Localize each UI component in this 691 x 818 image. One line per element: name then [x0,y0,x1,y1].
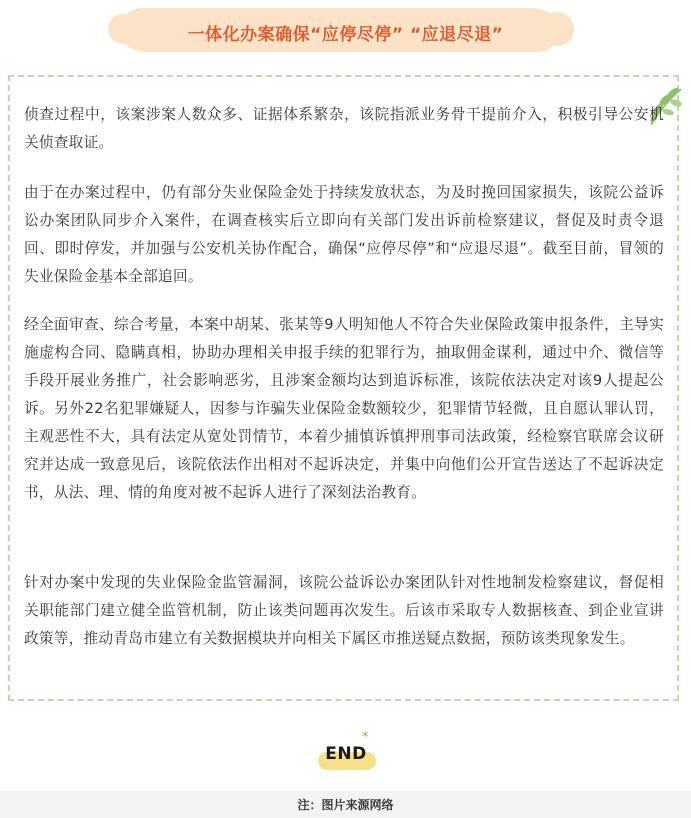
note-text: 注：图片来源网络 [297,798,394,812]
end-badge [296,730,396,778]
paragraph: 经全面审查、综合考量，本案中胡某、张某等9人明知他人不符合失业保险政策申报条件，主导实施虚构合同、隐瞒真相，协助办理相关申报手续的犯罪行为，抽取佣金谋利，通过中介、微信等手段开展业务推广，社会影响恶劣，且涉案金额均达到追诉标准，该院依法决定对该9人提起公诉。另外22名犯罪嫌疑人，因参与诈骗失业保险金数额较少，犯罪情节轻微，且自愿认罪认罚，主观恶性不大，具有法定从宽处罚情节，本着少捕慎诉慎押刑事司法政策，经检察官联席会议研究并达成一致意见后，该院依法作出相对不起诉决定，并集中向他们公开宣告送达了不起诉决定书，从法、理、情的角度对被不起诉人进行了深刻法治教育。 [24,316,664,501]
end-label: END [325,744,367,764]
section-title: 一体化办案确保“应停尽停” “应退尽退” [187,25,504,45]
paragraph: 侦查过程中，该案涉案人数众多、证据体系繁杂，该院指派业务骨干提前介入，积极引导公安机关侦查取证。 [24,106,664,151]
paragraph: 针对办案中发现的失业保险金监管漏洞，该院公益诉讼办案团队针对性地制发检察建议，督促相关职能部门建立健全监管机制，防止该类问题再次发生。后该市采取专人数据核查、到企业宣讲政策等，推动青岛市建立有关数据模块并向相关下属区市推送疑点数据，预防该类现象发生。 [24,574,664,647]
star-icon: * [362,730,369,745]
article-content-box [8,75,679,701]
image-source-note [0,791,691,818]
paragraph: 由于在办案过程中，仍有部分失业保险金处于持续发放状态，为及时挽回国家损失，该院公益诉讼办案团队同步介入案件，在调查核实后立即向有关部门发出诉前检察建议，督促及时责令退回、即时停发，并加强与公安机关协作配合，确保“应停尽停”和“应退尽退”。截至目前，冒领的失业保险金基本全部追回。 [24,184,664,285]
title-banner [0,0,691,62]
